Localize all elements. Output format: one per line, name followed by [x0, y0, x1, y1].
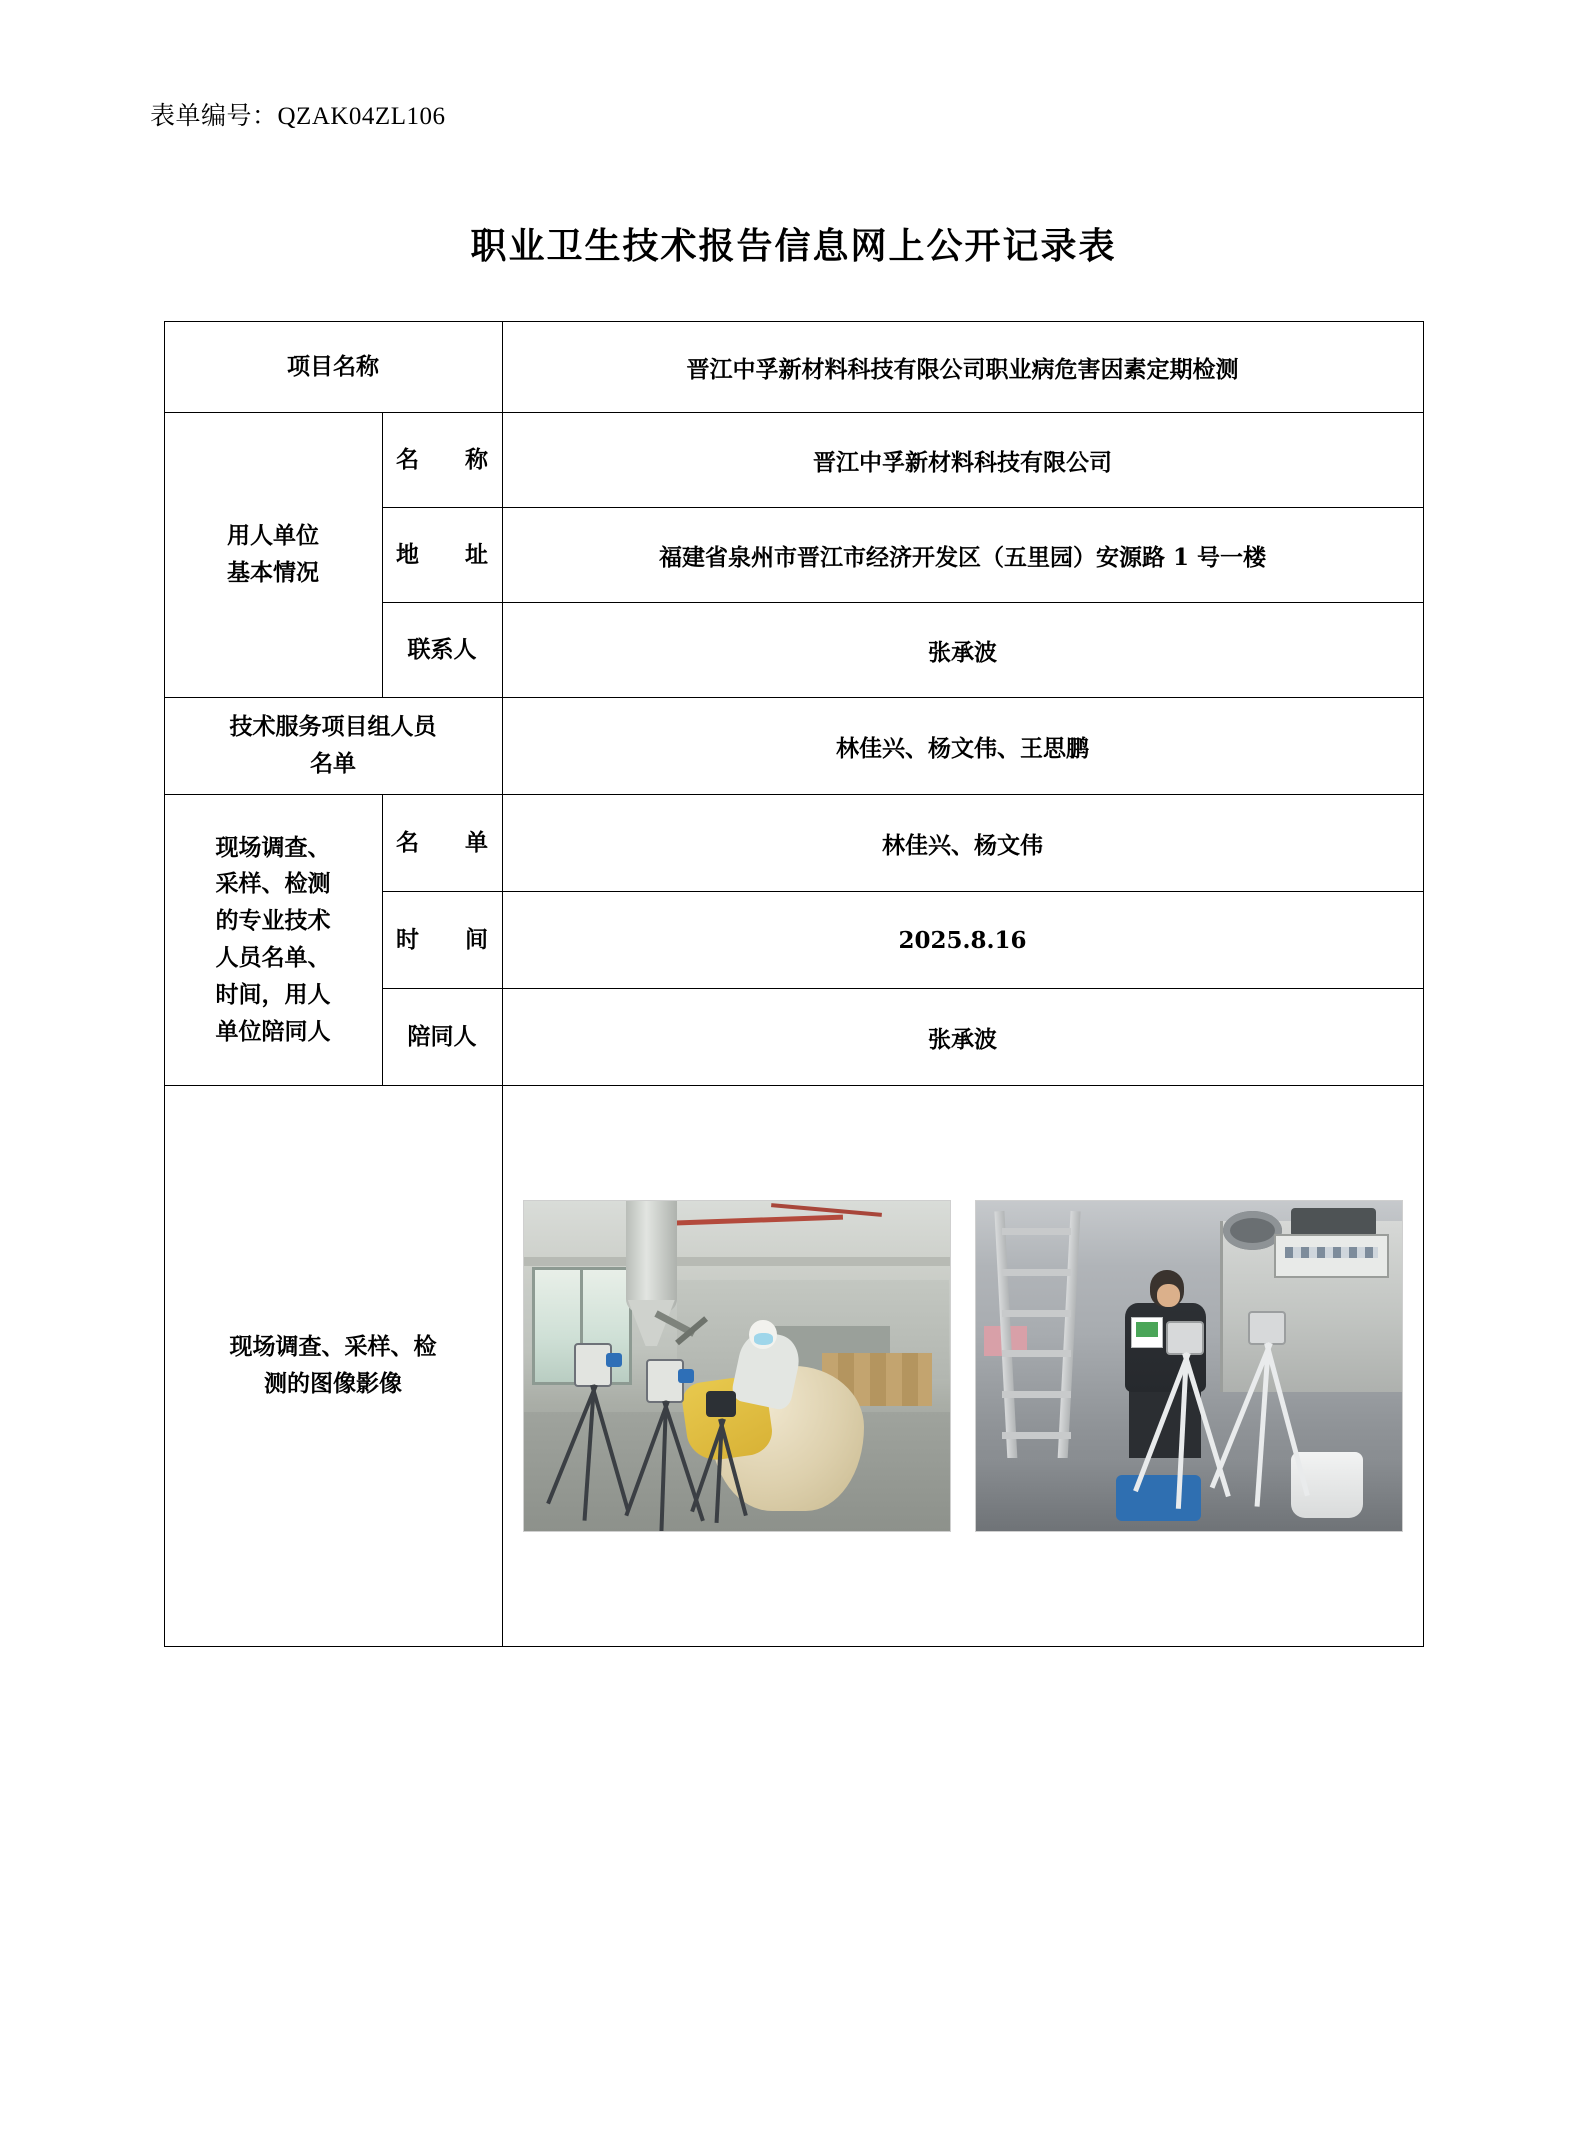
team-label	[164, 698, 502, 795]
table-row-team	[164, 698, 1423, 795]
table-row-images	[164, 1086, 1423, 1647]
employer-address-value: 福建省泉州市晋江市经济开发区（五里园）安源路 1 号一楼	[502, 508, 1423, 603]
form-number: 表单编号：QZAK04ZL106	[150, 103, 446, 130]
employer-contact-label: 联系人	[382, 603, 502, 698]
survey-time-label: 时 间	[382, 892, 502, 989]
survey-label-line-1: 采样、检测	[215, 870, 331, 898]
employer-name-label: 名 称	[382, 413, 502, 508]
images-label-line1: 现场调查、采样、检	[229, 1333, 437, 1361]
team-label-line1: 技术服务项目组人员	[229, 713, 437, 741]
survey-label-line-3: 人员名单、	[215, 944, 331, 971]
survey-time-value: 2025.8.16	[502, 892, 1423, 989]
table-row-employer-name	[164, 413, 1423, 508]
survey-label-line-2: 的专业技术	[215, 907, 331, 935]
team-value: 林佳兴、杨文伟、王思鹏	[502, 698, 1423, 795]
employer-block-label-line1: 用人单位	[227, 522, 319, 550]
survey-label-line-5: 单位陪同人	[215, 1017, 331, 1045]
survey-escort-label: 陪同人	[382, 989, 502, 1086]
images-wrap	[503, 1164, 1423, 1568]
ladder-sampling-photo	[975, 1200, 1403, 1532]
employer-address-label: 地 址	[382, 508, 502, 603]
project-name-label: 项目名称	[164, 322, 502, 413]
survey-name-value: 林佳兴、杨文伟	[502, 795, 1423, 892]
images-cell	[502, 1086, 1423, 1647]
table-row-project	[164, 322, 1423, 413]
survey-name-label: 名 单	[382, 795, 502, 892]
survey-block-label	[164, 795, 382, 1086]
project-name-value: 晋江中孚新材料科技有限公司职业病危害因素定期检测	[502, 322, 1423, 413]
employer-contact-value: 张承波	[502, 603, 1423, 698]
employer-name-value: 晋江中孚新材料科技有限公司	[502, 413, 1423, 508]
survey-label-line-4: 时间，用人	[215, 980, 331, 1008]
images-label-line2: 测的图像影像	[264, 1370, 402, 1397]
table-row-survey-name	[164, 795, 1423, 892]
workshop-sampling-photo	[523, 1200, 951, 1532]
images-label	[164, 1086, 502, 1647]
employer-block-label	[164, 413, 382, 698]
survey-escort-value: 张承波	[502, 989, 1423, 1086]
page-title: 职业卫生技术报告信息网上公开记录表	[470, 225, 1117, 267]
survey-label-line-0: 现场调查、	[215, 833, 331, 861]
employer-block-label-line2: 基本情况	[227, 559, 319, 586]
team-label-line2: 名单	[310, 750, 356, 777]
record-table	[164, 321, 1424, 1647]
